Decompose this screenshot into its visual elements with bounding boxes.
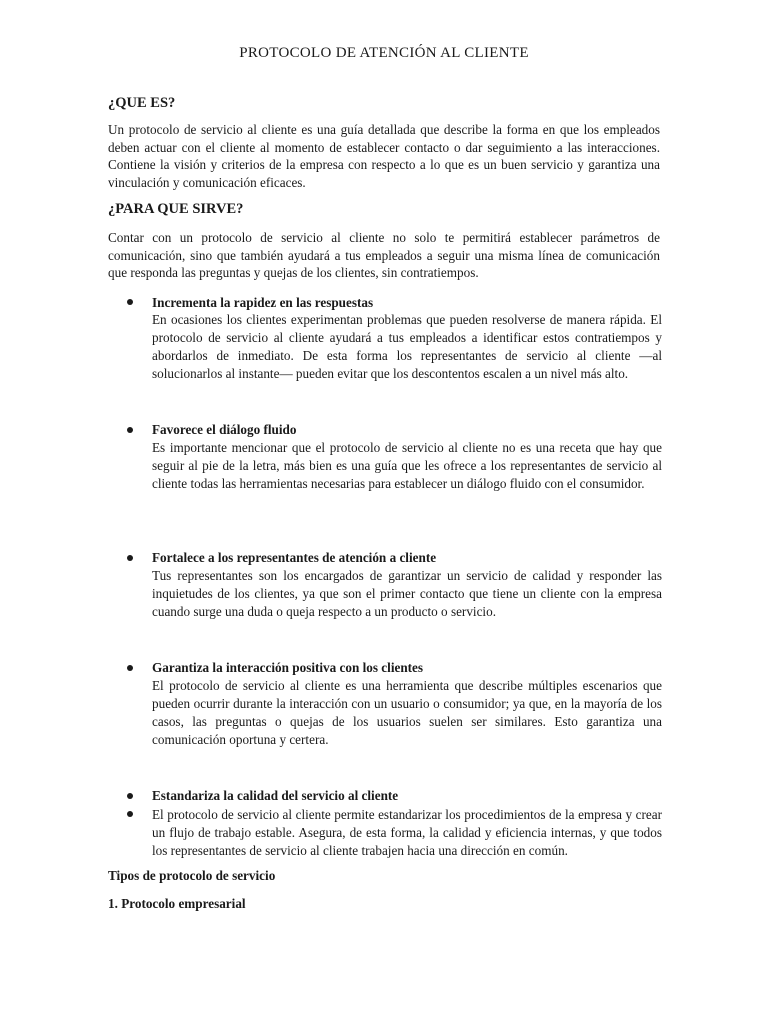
bullet-title: Garantiza la interacción positiva con los clientes: [152, 660, 424, 675]
bullet-body: El protocolo de servicio al cliente permite estandarizar los procedimientos de la empresa y crear un flujo de trabajo estable. Asegura, de esta forma, la calidad y eficiencia internas, y que todos los representantes de servicio al cliente trabajen hacia una dirección en común.: [152, 807, 662, 858]
tipos-heading: Tipos de protocolo de servicio: [108, 868, 276, 883]
bullet-icon: [127, 427, 133, 433]
bullet-title: Estandariza la calidad del servicio al cliente: [152, 788, 399, 803]
bullet-body: Tus representantes son los encargados de garantizar un servicio de calidad y responder las inquietudes de los clientes, ya que son el primer contacto que tiene un cliente con la empresa cuando surge una duda o queja respecto a un producto o servicio.: [152, 568, 662, 619]
protocolo-empresarial-heading: 1. Protocolo empresarial: [108, 896, 246, 911]
bullet-title: Incrementa la rapidez en las respuestas: [152, 295, 374, 310]
que-es-paragraph: Un protocolo de servicio al cliente es una guía detallada que describe la forma en que los empleados deben actuar con el cliente al momento de establecer contacto o dar seguimiento a las interacciones. Contiene la visión y criterios de la empresa con respecto a lo que es un buen servicio y garantiza una vinculación y comunicación eficaces.: [108, 122, 660, 190]
bullet-icon: [127, 793, 133, 799]
bullet-icon: [127, 811, 133, 817]
bullet-title: Fortalece a los representantes de atención a cliente: [152, 550, 437, 565]
bullet-title: Favorece el diálogo fluido: [152, 422, 297, 437]
bullet-icon: [127, 555, 133, 561]
bullet-body: Es importante mencionar que el protocolo de servicio al cliente no es una receta que hay que seguir al pie de la letra, más bien es una guía que les ofrece a los representantes de servicio al cliente todas las herramientas necesarias para establecer un diálogo fluido con el consumidor.: [152, 440, 662, 491]
bullet-body: En ocasiones los clientes experimentan problemas que pueden resolverse de manera rápida. El protocolo de servicio al cliente ayudará a tus empleados a identificar estos contratiempos y abordarlos de inmediato. De esta forma los representantes de servicio al cliente —al solucionarlos al instante— pueden evitar que los descontentos escalen a un nivel más alto.: [152, 312, 662, 381]
bullet-icon: [127, 299, 133, 305]
que-es-heading: ¿QUE ES?: [108, 95, 176, 111]
para-que-sirve-paragraph: Contar con un protocolo de servicio al cliente no solo te permitirá establecer parámetros de comunicación, sino que también ayudará a tus empleados a seguir una misma línea de comunicación que responda las preguntas y quejas de los clientes, sin contratiempos.: [108, 230, 660, 280]
document-title: PROTOCOLO DE ATENCIÓN AL CLIENTE: [239, 45, 529, 61]
bullet-icon: [127, 665, 133, 671]
para-que-sirve-heading: ¿PARA QUE SIRVE?: [108, 201, 244, 217]
bullet-body: El protocolo de servicio al cliente es una herramienta que describe múltiples escenarios que pueden ocurrir durante la interacción con un usuario o consumidor; ya que, en la mayoría de los casos, las preguntas o quejas de los usuarios suelen ser similares. Esto garantiza una comunicación oportuna y certera.: [152, 678, 662, 747]
